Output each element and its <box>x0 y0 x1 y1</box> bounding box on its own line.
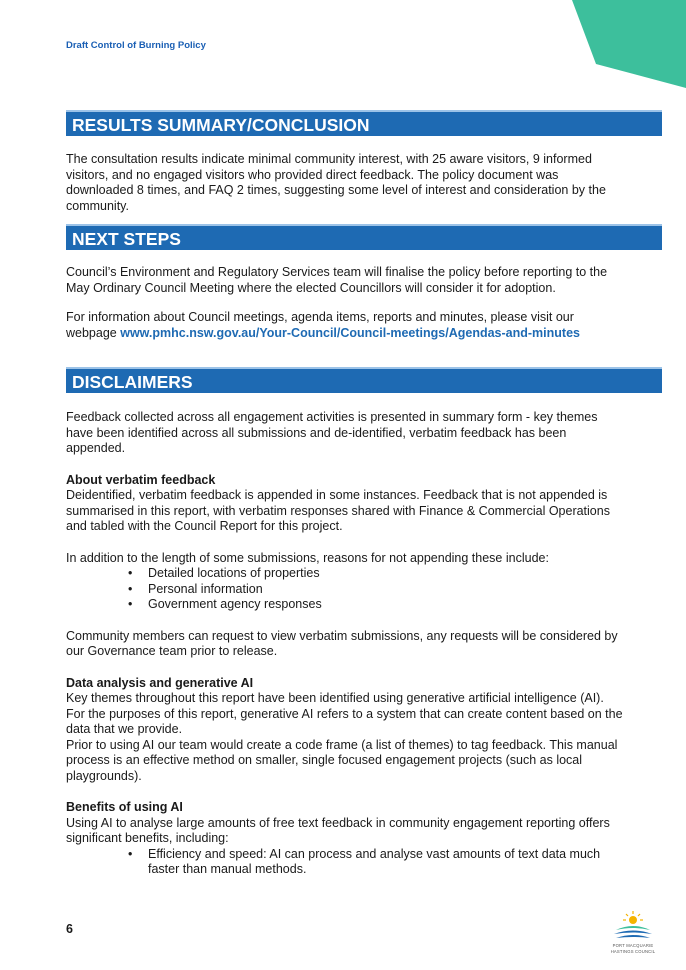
benefit-text: Efficiency and speed: AI can process and analyse vast amounts of text data much faster than manual methods. <box>148 846 601 876</box>
reason-text: Personal information <box>148 581 263 596</box>
list-item <box>66 566 626 582</box>
running-header: Draft Control of Burning Policy <box>66 40 206 51</box>
ai-text-2: Prior to using AI our team would create a code frame (a list of themes) to tag feedback. This manual process is an effective method on smaller, single focused engagement projects (such as local playgrounds). <box>66 737 618 783</box>
bullet-icon: • <box>128 581 133 596</box>
next-steps-text: Council’s Environment and Regulatory Services team will finalise the policy before reporting to the May Ordinary Council Meeting where the elected Councillors will consider it for adoption. <box>66 265 608 295</box>
request-text: Community members can request to view verbatim submissions, any requests will be considered by our Governance team prior to release. <box>66 628 618 658</box>
results-paragraph <box>66 152 626 214</box>
verbatim-text: Deidentified, verbatim feedback is appended in some instances. Feedback that is not appended is summarised in this report, with verbatim responses shared with Finance & Commercial Operations and tabled with the Council Report for this project. <box>66 488 610 533</box>
bullet-icon: • <box>128 846 133 861</box>
disclaimers-block <box>66 410 626 878</box>
benefits-text: Using AI to analyse large amounts of free text feedback in community engagement reporting offers significant benefits, including: <box>66 815 610 845</box>
logo-line-2: HASTINGS COUNCIL <box>610 949 656 954</box>
agendas-minutes-link[interactable]: www.pmhc.nsw.gov.au/Your-Council/Council-meetings/Agendas-and-minutes <box>120 325 580 340</box>
logo-line-1: PORT MACQUARIE <box>612 943 654 948</box>
reason-text: Detailed locations of properties <box>148 566 320 580</box>
reasons-intro: In addition to the length of some submissions, reasons for not appending these include: <box>66 550 549 565</box>
reasons-list <box>66 566 626 613</box>
next-steps-block <box>66 265 626 341</box>
list-item <box>66 582 626 598</box>
section-heading-disclaimers: DISCLAIMERS <box>66 367 662 393</box>
sun-icon <box>623 911 643 924</box>
section-heading-results: RESULTS SUMMARY/CONCLUSION <box>66 110 662 136</box>
ai-text-1: Key themes throughout this report have been identified using generative artificial intelligence (AI). For the purposes of this report, generative AI refers to a system that can create content based on the data that we provide. <box>66 691 623 736</box>
list-item <box>66 847 626 878</box>
benefits-list <box>66 847 626 878</box>
meetings-info-text: For information about Council meetings, agenda items, reports and minutes, please visit our webpage <box>66 310 574 340</box>
benefits-heading: Benefits of using AI <box>66 800 183 814</box>
waves-icon <box>614 926 652 938</box>
council-logo <box>606 908 660 956</box>
results-text: The consultation results indicate minimal community interest, with 25 aware visitors, 9 informed visitors, and no engaged visitors who provided direct feedback. The policy document was downloaded 8 times, and FAQ 2 times, suggesting some level of interest and consideration by the community. <box>66 152 606 213</box>
section-heading-next-steps: NEXT STEPS <box>66 224 662 250</box>
reason-text: Government agency responses <box>148 597 322 611</box>
ai-heading: Data analysis and generative AI <box>66 675 254 690</box>
corner-decoration <box>556 0 686 95</box>
bullet-icon: • <box>128 566 133 580</box>
list-item <box>66 597 626 613</box>
bullet-icon: • <box>128 597 133 611</box>
disclaimers-intro: Feedback collected across all engagement activities is presented in summary form - key themes have been identified across all submissions and de-identified, verbatim feedback has been appended. <box>66 410 598 455</box>
verbatim-heading: About verbatim feedback <box>66 472 216 487</box>
meetings-info <box>66 310 626 341</box>
page-number: 6 <box>66 922 73 936</box>
